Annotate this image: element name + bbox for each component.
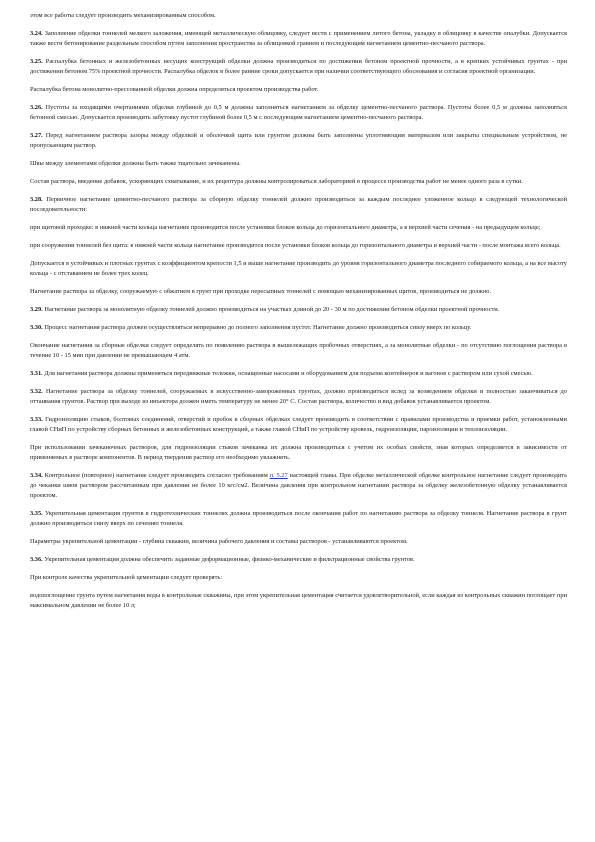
paragraph-text: Распалубка бетонных и железобетонных несущих конструкций обделки должна производиться по достижении бетоном проектной прочности, а в крепких устойчивых грунтах - при достижении бетоном 75% проектной прочности. Распалубка обделок в более ранние сроки допускается при наличии соответствующего обоснования и согласия проектной организации. xyxy=(30,58,567,75)
clause-number: 3.25. xyxy=(30,58,43,65)
paragraph-text: Процесс нагнетания раствора должен осуществляться непрерывно до полного заполнения пустот. Нагнетание должно производиться снизу вверх по кольцу. xyxy=(44,324,472,331)
paragraph xyxy=(30,555,567,565)
paragraph-text: Параметры укрепительной цементации - глубина скважин, величина рабочего давления и составы растворов - устанавливаются проектом. xyxy=(30,538,408,545)
paragraph-text: Пустоты за входящими очертаниями обделки глубиной до 0,5 м должны заполняться нагнетанием за обделку цементно-песчаного раствора. Пустоты более 0,5 м должны заполняться бетонной смесью. Допускается производить забутовку пустот глубиной более 0,5 м с последующим нагнетанием цементно-песчаного раствора. xyxy=(30,104,567,121)
paragraph-text: водопоглощение грунта путем нагнетания воды в контрольные скважины, при этом укрепительная цементация считается удовлетворительной, если каждая из контрольных скважин поглощает при максимальном давлении не более 10 л; xyxy=(30,592,567,609)
paragraph xyxy=(30,177,567,187)
paragraph xyxy=(30,11,567,21)
paragraph-text: Нагнетание раствора за обделку тоннелей, сооружаемых в искусственно-замороженных грунтах, должно производиться вслед за возведением обделки и полностью заканчиваться до оттаивания грунтов. Раствор при выходе из инъектора должен иметь температуру не менее 20° С. Состав раствора, количество и вид добавок устанавливается проектом. xyxy=(30,388,567,405)
paragraph-text: Гидроизоляцию стыков, болтовых соединений, отверстий и пробок в сборных обделках следует производить в соответствии с правилами производства и приемки работ, установленными главой СНиП по устройству сборных бетонных и железобетонных конструкций, а также главой СНиП по устройству кровель, гидроизоляции, пароизоляции и теплоизоляции. xyxy=(30,416,567,433)
clause-number: 3.28. xyxy=(30,196,43,203)
paragraph xyxy=(30,573,567,583)
clause-reference-link[interactable]: п. 5.27 xyxy=(269,472,288,479)
paragraph-text: При контроле качества укрепительной цементации следует проверять: xyxy=(30,574,223,581)
paragraph xyxy=(30,131,567,151)
paragraph-text: Для нагнетания раствора должны применяться передвижные тележки, оснащенные насосами и оборудованием для подъема контейнеров и вагонов с раствором или сухой смесью. xyxy=(44,370,533,377)
clause-number: 3.34. xyxy=(30,472,43,479)
paragraph-text: Нагнетание раствора за обделку, сооружаемую с обжатием в грунт при проходке пересыпных тоннелей с помощью механизированных щитов, производиться не должно. xyxy=(30,288,492,295)
clause-number: 3.27. xyxy=(30,132,43,139)
paragraph-text: этом все работы следует производить механизированным способом. xyxy=(30,12,216,19)
paragraph xyxy=(30,287,567,297)
paragraph-text: Контрольное (повторное) нагнетание следует производить согласно требованиям xyxy=(44,472,270,479)
paragraph-text: Заполнение обделки тоннелей мелкого заложения, имеющей металлическую облицовку, следует вести с применением литого бетона, укладку в облицовку в качестве опалубки. Допускается также вести бетонирование раздельным способом путем заполнения пространства за облицовкой гравием и последующим нагнетанием цементно-песчаного раствора. xyxy=(30,30,567,47)
clause-number: 3.24. xyxy=(30,30,43,37)
paragraph xyxy=(30,443,567,463)
paragraph-text: Нагнетание раствора за монолитную обделку тоннелей должно производиться на участках длиной до 20 - 30 м по достижении бетоном обделки проектной прочности. xyxy=(44,306,500,313)
paragraph xyxy=(30,591,567,611)
paragraph-text: Окончание нагнетания за сборные обделки следует определять по появлению раствора в вышележащих пробочных отверстиях, а за монолитные обделки - по отсутствию поглощения раствора в течение 10 - 15 мин при давлении не превышающем 4 атм. xyxy=(30,342,567,359)
paragraph-text: Допускается в устойчивых и плотных грунтах с коэффициентом крепости 1,5 и выше нагнетание производить до уровня горизонтального диаметра последнего собираемого кольца, а на все высоту кольца - с отставанием не более трех колец. xyxy=(30,260,567,277)
paragraph xyxy=(30,509,567,529)
paragraph-text: Первичное нагнетание цементно-песчаного раствора за сборную обделку тоннелей должно производиться за каждым последнее уложенное кольцо в следующей технологической последовательности: xyxy=(30,196,567,213)
paragraph xyxy=(30,103,567,123)
paragraph xyxy=(30,241,567,251)
paragraph-text: Укрепительная цементация грунтов в гидротехнических тоннелях должна производиться после окончания работ по нагнетанию раствора за обделку тоннеля. Нагнетание раствора в грунт должно производиться снизу вверх по сечению тоннеля. xyxy=(30,510,567,527)
paragraph xyxy=(30,259,567,279)
paragraph xyxy=(30,387,567,407)
paragraph xyxy=(30,85,567,95)
clause-number: 3.32. xyxy=(30,388,43,395)
paragraph xyxy=(30,223,567,233)
paragraph-text: при сооружении тоннелей без щита: в нижней части кольца нагнетание производится после установки блоков кольца до горизонтального диаметра и верхней части - после монтажа всего кольца. xyxy=(30,242,561,249)
paragraph-text: при щитовой проходке: в нижней части кольца нагнетание производится после установки блоков кольца до горизонтального диаметра, а в верхней части сечения - на предыдущем кольце; xyxy=(30,224,541,231)
paragraph xyxy=(30,305,567,315)
paragraph-text: Распалубка бетона монолитно-прессованной обделки должна определяться проектом производства работ. xyxy=(30,86,319,93)
clause-number: 3.31. xyxy=(30,370,43,377)
paragraph xyxy=(30,159,567,169)
paragraph xyxy=(30,369,567,379)
paragraph xyxy=(30,537,567,547)
paragraph xyxy=(30,29,567,49)
paragraph xyxy=(30,471,567,501)
paragraph-text: Перед нагнетанием раствора зазоры между обделкой и оболочкой щита или грунтом должны быть заполнены уплотняющим материалом или закрыты специальным устройством, не пропускающим раствор. xyxy=(30,132,567,149)
clause-number: 3.30. xyxy=(30,324,43,331)
paragraph xyxy=(30,341,567,361)
paragraph-text: Швы между элементами обделки должны быть также тщательно зачеканены. xyxy=(30,160,241,167)
clause-number: 3.26. xyxy=(30,104,43,111)
paragraph xyxy=(30,415,567,435)
paragraph xyxy=(30,57,567,77)
clause-number: 3.35. xyxy=(30,510,43,517)
paragraph xyxy=(30,323,567,333)
paragraph xyxy=(30,195,567,215)
paragraph-text: Состав раствора, введение добавок, ускоряющих схватывание, и их рецептура должны контролироваться лабораторией в процессе производства работ не менее одного раза в сутки. xyxy=(30,178,523,185)
clause-number: 3.33. xyxy=(30,416,43,423)
paragraph-text: настоящей главы. При обделке металлической обделке контрольное нагнетание следует производить до чеканки швов раствором рассчитанным при давлении не более 10 кгс/см2. Величина давления при контрольном нагнетании раствора за обделку железобетонную обделку устанавливается проектом. xyxy=(30,472,567,499)
paragraph-text: При использовании зачеканочных растворов, для гидроизоляции стыков зачеканка их должна производиться с учетом их особых свойств, зная которых определяется в зависимости от применяемых в растворе компонентов. В период твердения раствор его необходимо увлажнять. xyxy=(30,444,567,461)
paragraph-text: Укрепительная цементация должна обеспечить заданные деформационные, физико-механические и фильтрационные свойства грунтов. xyxy=(44,556,415,563)
clause-number: 3.29. xyxy=(30,306,43,313)
clause-number: 3.36. xyxy=(30,556,43,563)
